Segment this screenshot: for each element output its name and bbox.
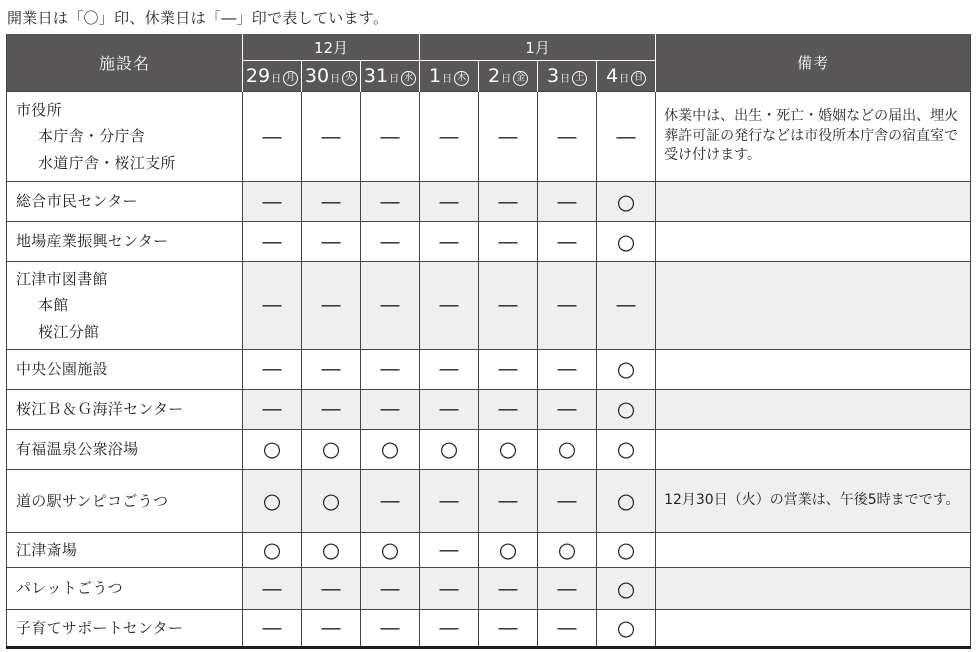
closed-mark: ― <box>243 182 302 222</box>
remarks-cell <box>656 182 971 222</box>
day-unit-label: 日 <box>330 74 341 85</box>
weekday-circle-icon: 金 <box>513 71 528 86</box>
table-header <box>7 34 971 92</box>
weekday-circle-icon: 木 <box>454 71 469 86</box>
closed-mark: ― <box>479 469 538 532</box>
facility-name: 道の駅サンピコごうつ <box>16 491 169 510</box>
closed-mark: ― <box>361 262 420 350</box>
closed-mark: ― <box>538 610 597 648</box>
open-mark: ○ <box>302 429 361 469</box>
column-header-december: 12月 <box>243 34 420 61</box>
closed-mark: ― <box>538 222 597 262</box>
facility-name: 中央公園施設 <box>16 360 108 379</box>
month-header-row <box>7 34 971 61</box>
table-row <box>7 568 971 610</box>
table-row <box>7 610 971 648</box>
closed-mark: ― <box>243 610 302 648</box>
closed-mark: ― <box>420 532 479 567</box>
closed-mark: ― <box>361 92 420 182</box>
remarks-cell <box>656 532 971 567</box>
facility-name-cell <box>7 349 243 389</box>
facility-name: 子育てサポートセンター <box>16 618 184 637</box>
column-header-january: 1月 <box>420 34 656 61</box>
day-number: 29 <box>245 65 271 87</box>
table-row <box>7 469 971 532</box>
closed-mark: ― <box>420 182 479 222</box>
table-row <box>7 429 971 469</box>
facility-name: 総合市民センター <box>16 192 138 211</box>
day-unit-label: 日 <box>271 74 282 85</box>
weekday-circle-icon: 土 <box>572 71 587 86</box>
closed-mark: ― <box>479 222 538 262</box>
table-row <box>7 182 971 222</box>
open-mark: ○ <box>538 429 597 469</box>
open-mark: ○ <box>597 389 656 429</box>
day-number: 2 <box>487 65 501 87</box>
day-number: 4 <box>606 65 619 87</box>
column-header-day-1月3日 <box>538 61 597 92</box>
table-row <box>7 222 971 262</box>
day-number: 1 <box>428 65 442 87</box>
closed-mark: ― <box>361 610 420 648</box>
open-mark: ○ <box>597 349 656 389</box>
remarks-cell <box>656 568 971 610</box>
facility-subname: 水道庁舎・桜江支所 <box>38 153 176 172</box>
facility-name-cell <box>7 182 243 222</box>
facility-name-cell <box>7 262 243 350</box>
open-mark: ○ <box>597 429 656 469</box>
closed-mark: ― <box>479 349 538 389</box>
facility-name: 桜江Ｂ＆Ｇ海洋センター <box>16 400 184 419</box>
closed-mark: ― <box>361 182 420 222</box>
open-mark: ○ <box>243 429 302 469</box>
open-mark: ○ <box>420 429 479 469</box>
closed-mark: ― <box>302 262 361 350</box>
closed-mark: ― <box>302 568 361 610</box>
closed-mark: ― <box>420 568 479 610</box>
remarks-cell <box>656 389 971 429</box>
day-number: 31 <box>363 65 389 87</box>
weekday-circle-icon: 月 <box>283 71 298 86</box>
facility-name: 有福温泉公衆浴場 <box>16 440 139 459</box>
facility-name-cell <box>7 532 243 567</box>
column-header-day-1月4日 <box>597 61 656 92</box>
facility-schedule-table <box>6 34 971 649</box>
open-mark: ○ <box>597 568 656 610</box>
closed-mark: ― <box>243 222 302 262</box>
open-mark: ○ <box>361 532 420 567</box>
weekday-circle-icon: 日 <box>631 71 646 86</box>
closed-mark: ― <box>302 610 361 648</box>
closed-mark: ― <box>420 262 479 350</box>
column-header-day-12月29日 <box>243 61 302 92</box>
table-body <box>7 92 971 648</box>
closed-mark: ― <box>361 349 420 389</box>
closed-mark: ― <box>479 568 538 610</box>
remarks-cell <box>656 429 971 469</box>
weekday-circle-icon: 水 <box>401 71 416 86</box>
open-mark: ○ <box>597 532 656 567</box>
intro-text: 開業日は「〇」印、休業日は「―」印で表しています。 <box>7 9 389 27</box>
day-unit-label: 日 <box>442 74 453 85</box>
day-number: 30 <box>304 65 330 87</box>
closed-mark: ― <box>538 568 597 610</box>
closed-mark: ― <box>243 389 302 429</box>
facility-name: 江津斎場 <box>16 540 78 559</box>
column-header-remarks: 備考 <box>656 34 971 92</box>
closed-mark: ― <box>420 610 479 648</box>
table-row <box>7 262 971 350</box>
column-header-day-1月1日 <box>420 61 479 92</box>
closed-mark: ― <box>243 568 302 610</box>
open-mark: ○ <box>597 182 656 222</box>
facility-name: 地場産業振興センター <box>16 232 169 251</box>
closed-mark: ― <box>243 349 302 389</box>
remarks-cell <box>656 222 971 262</box>
facility-name-cell <box>7 222 243 262</box>
remarks-cell: 12月30日（火）の営業は、午後5時までです。 <box>656 469 971 532</box>
closed-mark: ― <box>420 469 479 532</box>
remarks-cell <box>656 610 971 648</box>
closed-mark: ― <box>538 262 597 350</box>
closed-mark: ― <box>479 262 538 350</box>
table-row <box>7 389 971 429</box>
facility-name-cell <box>7 429 243 469</box>
facility-name: 江津市図書館 <box>16 270 108 288</box>
column-header-day-12月31日 <box>361 61 420 92</box>
closed-mark: ― <box>479 389 538 429</box>
closed-mark: ― <box>302 349 361 389</box>
open-mark: ○ <box>597 222 656 262</box>
closed-mark: ― <box>361 222 420 262</box>
closed-mark: ― <box>538 92 597 182</box>
facility-subname: 本庁舎・分庁舎 <box>38 127 146 146</box>
day-unit-label: 日 <box>619 74 630 85</box>
closed-mark: ― <box>243 92 302 182</box>
column-header-day-12月30日 <box>302 61 361 92</box>
open-mark: ○ <box>538 532 597 567</box>
open-mark: ○ <box>243 469 302 532</box>
closed-mark: ― <box>479 610 538 648</box>
closed-mark: ― <box>361 568 420 610</box>
facility-name-cell <box>7 469 243 532</box>
open-mark: ○ <box>243 532 302 567</box>
closed-mark: ― <box>597 92 656 182</box>
remarks-cell <box>656 349 971 389</box>
table-row <box>7 349 971 389</box>
column-header-facility: 施設名 <box>7 34 243 92</box>
closed-mark: ― <box>361 469 420 532</box>
weekday-circle-icon: 火 <box>342 71 357 86</box>
facility-subname: 桜江分館 <box>38 322 100 341</box>
facility-name-cell <box>7 568 243 610</box>
day-unit-label: 日 <box>560 74 571 85</box>
open-mark: ○ <box>597 610 656 648</box>
closed-mark: ― <box>420 222 479 262</box>
closed-mark: ― <box>479 182 538 222</box>
closed-mark: ― <box>597 262 656 350</box>
closed-mark: ― <box>479 92 538 182</box>
closed-mark: ― <box>538 389 597 429</box>
closed-mark: ― <box>538 469 597 532</box>
facility-name: パレットごうつ <box>16 579 123 598</box>
closed-mark: ― <box>420 349 479 389</box>
closed-mark: ― <box>302 92 361 182</box>
open-mark: ○ <box>479 429 538 469</box>
day-number: 3 <box>546 65 560 87</box>
closed-mark: ― <box>361 389 420 429</box>
table-row <box>7 532 971 567</box>
closed-mark: ― <box>420 92 479 182</box>
closed-mark: ― <box>302 182 361 222</box>
remarks-cell <box>656 262 971 350</box>
facility-name-cell <box>7 92 243 182</box>
remarks-cell: 休業中は、出生・死亡・婚姻などの届出、埋火葬許可証の発行などは市役所本庁舎の宿直室で受け付けます。 <box>656 92 971 182</box>
page <box>0 7 976 649</box>
open-mark: ○ <box>361 429 420 469</box>
open-mark: ○ <box>302 532 361 567</box>
column-header-day-1月2日 <box>479 61 538 92</box>
open-mark: ○ <box>597 469 656 532</box>
closed-mark: ― <box>420 389 479 429</box>
day-unit-label: 日 <box>389 74 400 85</box>
day-unit-label: 日 <box>501 74 512 85</box>
closed-mark: ― <box>243 262 302 350</box>
closed-mark: ― <box>302 222 361 262</box>
facility-name-cell <box>7 610 243 648</box>
table-row <box>7 92 971 182</box>
open-mark: ○ <box>302 469 361 532</box>
closed-mark: ― <box>538 182 597 222</box>
facility-name-cell <box>7 389 243 429</box>
closed-mark: ― <box>538 349 597 389</box>
facility-name: 市役所 <box>16 101 62 120</box>
open-mark: ○ <box>479 532 538 567</box>
facility-subname: 本館 <box>38 296 69 315</box>
closed-mark: ― <box>302 389 361 429</box>
